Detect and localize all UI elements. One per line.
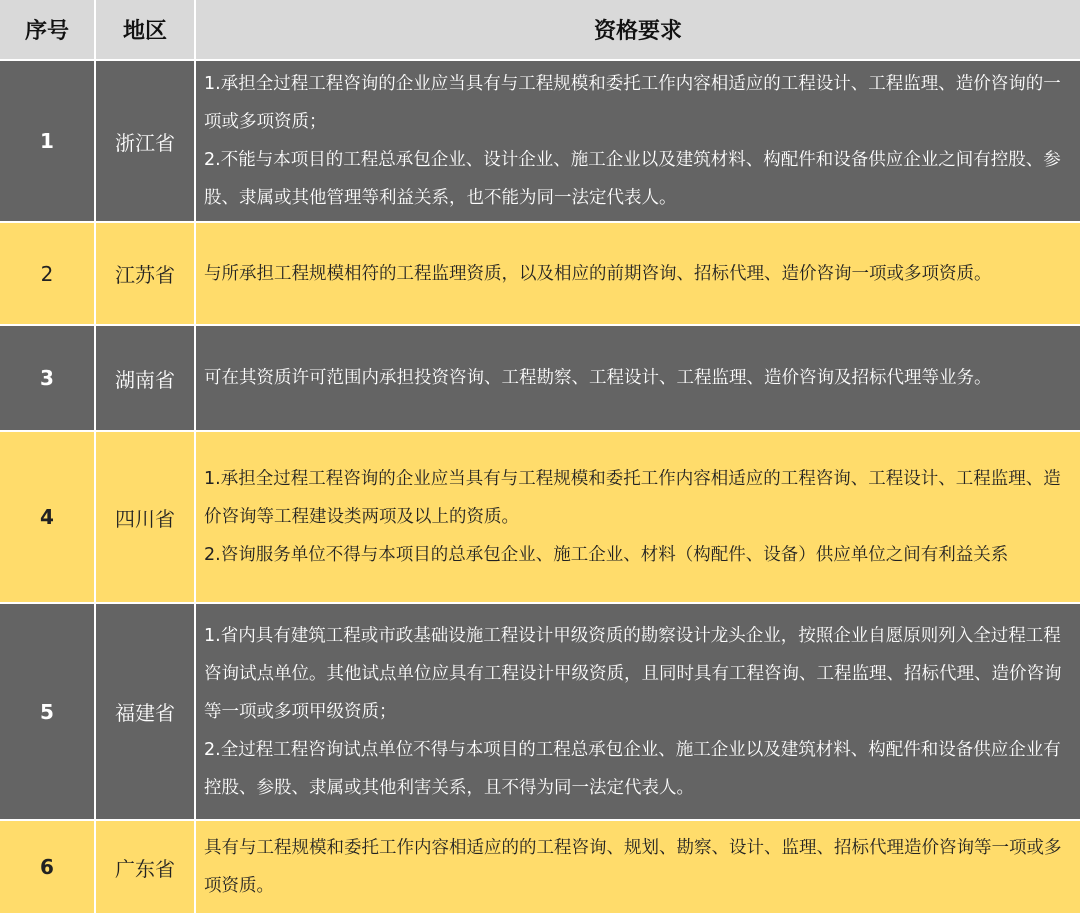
row-1-index: 1	[0, 61, 96, 223]
row-6-region: 广东省	[96, 821, 196, 915]
row-3-index: 3	[0, 326, 96, 432]
row-3-region: 湖南省	[96, 326, 196, 432]
row-1-requirement	[196, 61, 1080, 223]
row-4-index: 4	[0, 432, 96, 604]
row-4-requirement-text: 1.承担全过程工程咨询的企业应当具有与工程规模和委托工作内容相适应的工程咨询、工程设计、工程监理、造价咨询等工程建设类两项及以上的资质。 2.咨询服务单位不得与本项目的总承包企业、施工企业、材料（构配件、设备）供应单位之间有利益关系	[204, 469, 1061, 565]
header-index: 序号	[0, 0, 96, 61]
row-6-index: 6	[0, 821, 96, 915]
row-3-requirement-text: 可在其资质许可范围内承担投资咨询、工程勘察、工程设计、工程监理、造价咨询及招标代理等业务。	[204, 368, 992, 388]
row-5-index: 5	[0, 604, 96, 821]
row-4-region: 四川省	[96, 432, 196, 604]
row-1-region: 浙江省	[96, 61, 196, 223]
row-2-index: 2	[0, 223, 96, 326]
header-requirement: 资格要求	[196, 0, 1080, 61]
row-6-requirement	[196, 821, 1080, 915]
row-5-requirement-text: 1.省内具有建筑工程或市政基础设施工程设计甲级资质的勘察设计龙头企业，按照企业自愿原则列入全过程工程咨询试点单位。其他试点单位应具有工程设计甲级资质，且同时具有工程咨询、工程监理、招标代理、造价咨询等一项或多项甲级资质； 2.全过程工程咨询试点单位不得与本项目的工程总承包企业、施工企业以及建筑材料、构配件和设备供应企业有控股、参股、隶属或其他利害关系，且不得为同一法定代表人。	[204, 625, 1062, 798]
row-5-requirement	[196, 604, 1080, 821]
row-2-requirement-text: 与所承担工程规模相符的工程监理资质，以及相应的前期咨询、招标代理、造价咨询一项或多项资质。	[204, 263, 992, 284]
row-4-requirement	[196, 432, 1080, 604]
row-2-region: 江苏省	[96, 223, 196, 326]
row-3-requirement	[196, 326, 1080, 432]
row-6-requirement-text: 具有与工程规模和委托工作内容相适应的的工程咨询、规划、勘察、设计、监理、招标代理造价咨询等一项或多项资质。	[204, 838, 1062, 896]
row-1-requirement-text: 1.承担全过程工程咨询的企业应当具有与工程规模和委托工作内容相适应的工程设计、工程监理、造价咨询的一项或多项资质； 2.不能与本项目的工程总承包企业、设计企业、施工企业以及建筑材料、构配件和设备供应企业之间有控股、参股、隶属或其他管理等利益关系，也不能为同一法定代表人。	[204, 74, 1061, 208]
row-5-region: 福建省	[96, 604, 196, 821]
row-2-requirement	[196, 223, 1080, 326]
header-region: 地区	[96, 0, 196, 61]
